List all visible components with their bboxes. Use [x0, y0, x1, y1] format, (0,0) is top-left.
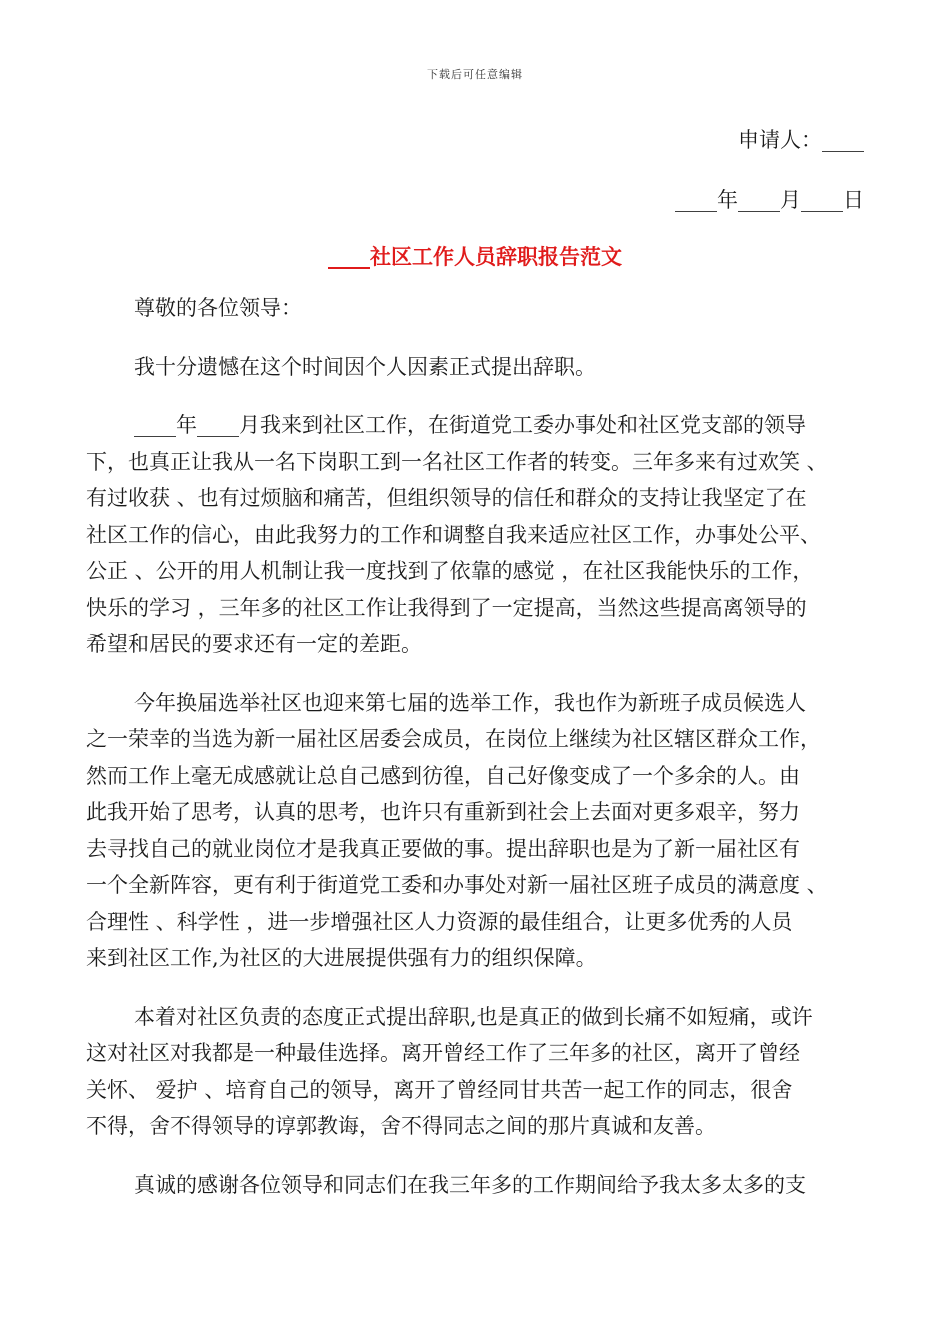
greeting-text: 尊敬的各位领导：	[134, 296, 302, 320]
paragraph-line: 今年换届选举社区也迎来第七届的选举工作，我也作为新班子成员候选人	[134, 690, 806, 715]
paragraph-line: 之一荣幸的当选为新一届社区居委会成员，在岗位上继续为社区辖区群众工作，	[86, 727, 821, 751]
greeting	[86, 290, 866, 327]
paragraph-2	[86, 407, 866, 663]
paragraph-4	[86, 999, 866, 1145]
paragraph-line: 本着对社区负责的态度正式提出辞职,也是真正的做到长痛不如短痛，或许	[134, 1004, 813, 1029]
paragraph-line: 不得，舍不得领导的谆郭教诲，舍不得同志之间的那片真诚和友善。	[86, 1114, 716, 1138]
paragraph-5	[86, 1167, 866, 1204]
document-title: ____社区工作人员辞职报告范文	[328, 244, 622, 269]
paragraph-line: 公正 、公开的用人机制让我一度找到了依靠的感觉 ，在社区我能快乐的工作，	[86, 559, 814, 583]
paragraph-line: 合理性 、科学性 ，进一步增强社区人力资源的最佳组合，让更多优秀的人员	[86, 909, 793, 934]
paragraph-line: 来到社区工作,为社区的大进展提供强有力的组织保障。	[86, 946, 597, 970]
paragraph-line: 一个全新阵容，更有利于街道党工委和办事处对新一届社区班子成员的满意度 、	[86, 873, 828, 897]
date-line: ____年____月____日	[675, 188, 864, 212]
paragraph-line: 真诚的感谢各位领导和同志们在我三年多的工作期间给予我太多太多的支	[134, 1172, 806, 1197]
header-note: 下载后可任意编辑	[427, 68, 523, 81]
paragraph-line: 这对社区对我都是一种最佳选择。离开曾经工作了三年多的社区，离开了曾经	[86, 1041, 800, 1065]
paragraph-line: 社区工作的信心，由此我努力的工作和调整自我来适应社区工作，办事处公平、	[86, 522, 821, 547]
document-body	[86, 290, 866, 1225]
paragraph-1	[86, 349, 866, 386]
paragraph-line: 此我开始了思考，认真的思考，也许只有重新到社会上去面对更多艰辛，努力	[86, 800, 800, 824]
paragraph-line: 我十分遗憾在这个时间因个人因素正式提出辞职。	[134, 354, 596, 379]
paragraph-line: 关怀、 爱护 、培育自己的领导，离开了曾经同甘共苦一起工作的同志，很舍	[86, 1077, 793, 1102]
paragraph-3	[86, 685, 866, 977]
paragraph-line: 有过收获 、也有过烦脑和痛苦，但组织领导的信任和群众的支持让我坚定了在	[86, 486, 807, 510]
paragraph-line: 去寻找自己的就业岗位才是我真正要做的事。提出辞职也是为了新一届社区有	[86, 836, 800, 861]
paragraph-line: ____年____月我来到社区工作，在街道党工委办事处和社区党支部的领导	[134, 413, 806, 437]
applicant-line: 申请人：____	[738, 128, 864, 152]
paragraph-line: 下，也真正让我从一名下岗职工到一名社区工作者的转变。三年多来有过欢笑 、	[86, 449, 828, 474]
paragraph-line: 然而工作上毫无成感就让总自己感到彷徨，自己好像变成了一个多余的人。由	[86, 763, 800, 788]
paragraph-line: 快乐的学习 ，三年多的社区工作让我得到了一定提高，当然这些提高离领导的	[86, 595, 807, 620]
paragraph-line: 希望和居民的要求还有一定的差距。	[86, 632, 422, 656]
